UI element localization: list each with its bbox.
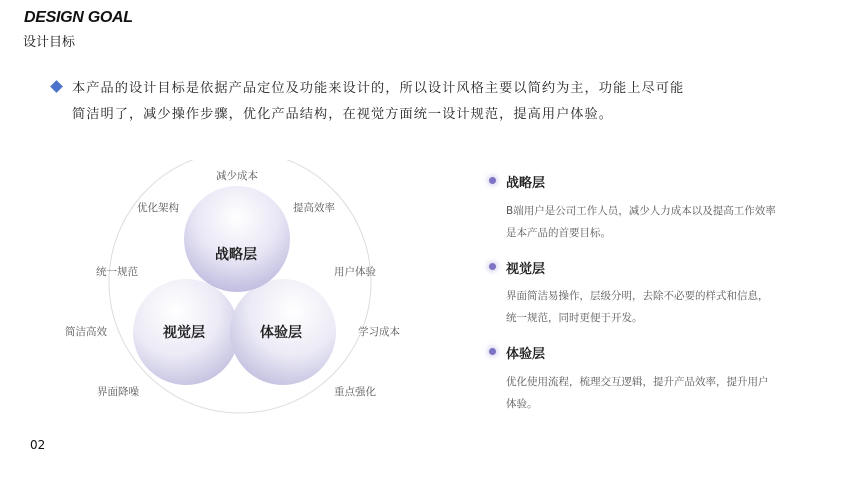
circle-label-visual: 视觉层 [163,325,205,341]
purple-dot-icon [489,177,496,184]
intro-text-line-2: 简洁明了，减少操作步骤，优化产品结构，在视觉方面统一设计规范，提高用户体验。 [72,107,614,122]
diamond-bullet-icon [50,80,63,93]
ring-label-concise-efficient: 简洁高效 [65,326,107,338]
intro-text-line-1: 本产品的设计目标是依据产品定位及功能来设计的，所以设计风格主要以简约为主，功能上尽可能 [72,81,685,96]
section-desc: 界面简洁易操作，层级分明，去除不必要的样式和信息，统一规范，同时更便于开发。 [506,290,769,324]
venn-diagram-graphic [40,160,460,420]
design-goal-title-en: DESIGN GOAL [24,9,133,26]
ring-label-optimize-architecture: 优化架构 [137,202,179,214]
ring-label-interface-denoise: 界面降噪 [97,386,139,398]
circle-label-strategy: 战略层 [215,247,257,263]
venn-diagram [40,160,460,420]
ring-label-unified-standard: 统一规范 [96,266,138,278]
section-title: 战略层 [506,176,546,191]
ring-label-key-emphasis: 重点强化 [334,386,376,398]
design-goal-title-zh: 设计目标 [23,35,76,50]
ring-label-learning-cost: 学习成本 [358,326,400,338]
ring-label-improve-efficiency: 提高效率 [293,202,335,214]
purple-dot-icon [489,348,496,355]
section-title: 体验层 [506,347,546,362]
section-desc: B端用户是公司工作人员，减少人力成本以及提高工作效率是本产品的首要目标。 [506,205,776,239]
circle-label-experience: 体验层 [260,325,302,341]
section-title: 视觉层 [506,262,546,277]
ring-label-user-experience: 用户体验 [334,266,376,278]
circle-top [184,186,290,292]
section-desc: 优化使用流程，梳理交互逻辑，提升产品效率，提升用户体验。 [506,376,769,410]
ring-label-reduce-cost: 减少成本 [216,170,258,182]
page-number: 02 [30,438,46,452]
purple-dot-icon [489,263,496,270]
